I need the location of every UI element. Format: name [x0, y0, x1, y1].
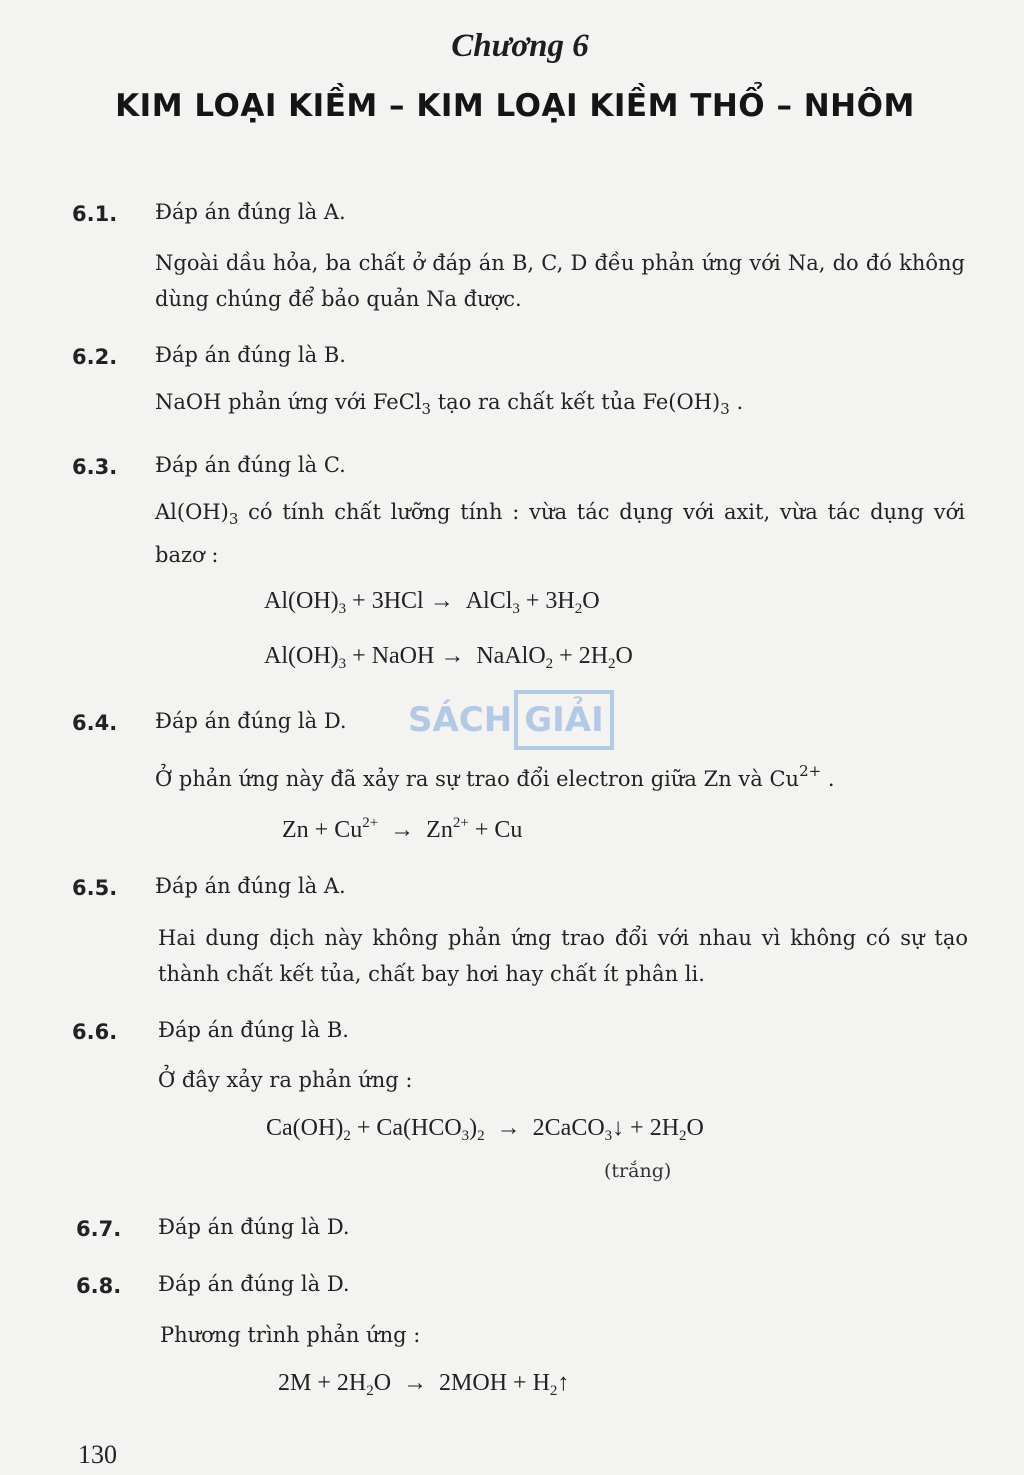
- item-number: 6.7.: [76, 1217, 122, 1241]
- item-number: 6.6.: [72, 1020, 118, 1044]
- explanation-text: Ở đây xảy ra phản ứng :: [158, 1068, 413, 1092]
- answer-text: Đáp án đúng là D.: [158, 1272, 350, 1296]
- item-number: 6.3.: [72, 455, 118, 479]
- explanation-body: Ở phản ứng này đã xảy ra sự trao đổi electron giữa Zn và: [155, 767, 763, 791]
- page-number: 130: [78, 1440, 117, 1469]
- item-number: 6.4.: [72, 711, 118, 735]
- answer-text: Đáp án đúng là A.: [155, 874, 346, 898]
- answer-text: Đáp án đúng là B.: [155, 343, 346, 367]
- item-number: 6.1.: [72, 202, 118, 226]
- equation: $2M + 2H_2O \to 2MOH$ + $H_2↑$: [278, 1370, 570, 1399]
- item-number: 6.2.: [72, 345, 118, 369]
- explanation-body: có tính chất lưỡng tính : vừa tác dụng với axit, vừa tác dụng với bazơ :: [155, 500, 965, 567]
- precipitate-note: (trắng): [604, 1160, 672, 1182]
- explanation-text: $Al(OH)_3$ có tính chất lưỡng tính : vừa tác dụng với axit, vừa tác dụng với bazơ :: [155, 500, 965, 567]
- answer-text: Đáp án đúng là B.: [158, 1018, 349, 1042]
- watermark-logo: SÁCH GIẢI: [408, 690, 616, 750]
- explanation-text: Hai dung dịch này không phản ứng trao đổi với nhau vì không có sự tạo thành chất kết tủa, chất bay hơi hay chất ít phân li.: [158, 926, 968, 986]
- item-number: 6.8.: [76, 1274, 122, 1298]
- answer-text: Đáp án đúng là D.: [155, 709, 347, 733]
- explanation-pre: NaOH phản ứng với: [155, 390, 367, 414]
- answer-text: Đáp án đúng là D.: [158, 1215, 350, 1239]
- item-number: 6.5.: [72, 876, 118, 900]
- equation: $Zn + Cu^{2+} \to Zn^{2+} + Cu$: [282, 815, 523, 843]
- answer-text: Đáp án đúng là C.: [155, 453, 346, 477]
- explanation-text: Ngoài dầu hỏa, ba chất ở đáp án B, C, D đều phản ứng với Na, do đó không dùng chúng để bảo quản Na được.: [155, 251, 965, 311]
- equation: $Al(OH)_3 + 3HCl$ → AlCl$_3$ + $3H_2O$: [264, 588, 600, 617]
- explanation-mid: tạo ra chất kết tủa: [437, 390, 636, 414]
- chapter-title: KIM LOẠI KIỀM – KIM LOẠI KIỀM THỔ – NHÔM: [115, 88, 915, 124]
- explanation-text: Ở phản ứng này đã xảy ra sự trao đổi electron giữa Zn và $Cu^{2+}$ .: [155, 762, 835, 791]
- explanation-text: Phương trình phản ứng :: [160, 1323, 421, 1347]
- explanation-text: NaOH phản ứng với FeCl$_3$ tạo ra chất kết tủa $Fe(OH)_3$ .: [155, 390, 744, 418]
- equation: $Ca(OH)_2 + Ca(HCO_3)_2$ → 2CaCO$_3$↓ + $2H_2O$: [266, 1115, 704, 1144]
- chapter-label: Chương 6: [451, 28, 589, 64]
- equation: $Al(OH)_3$ + NaOH → NaAlO$_2$ + $2H_2O$: [264, 643, 633, 672]
- answer-text: Đáp án đúng là A.: [155, 200, 346, 224]
